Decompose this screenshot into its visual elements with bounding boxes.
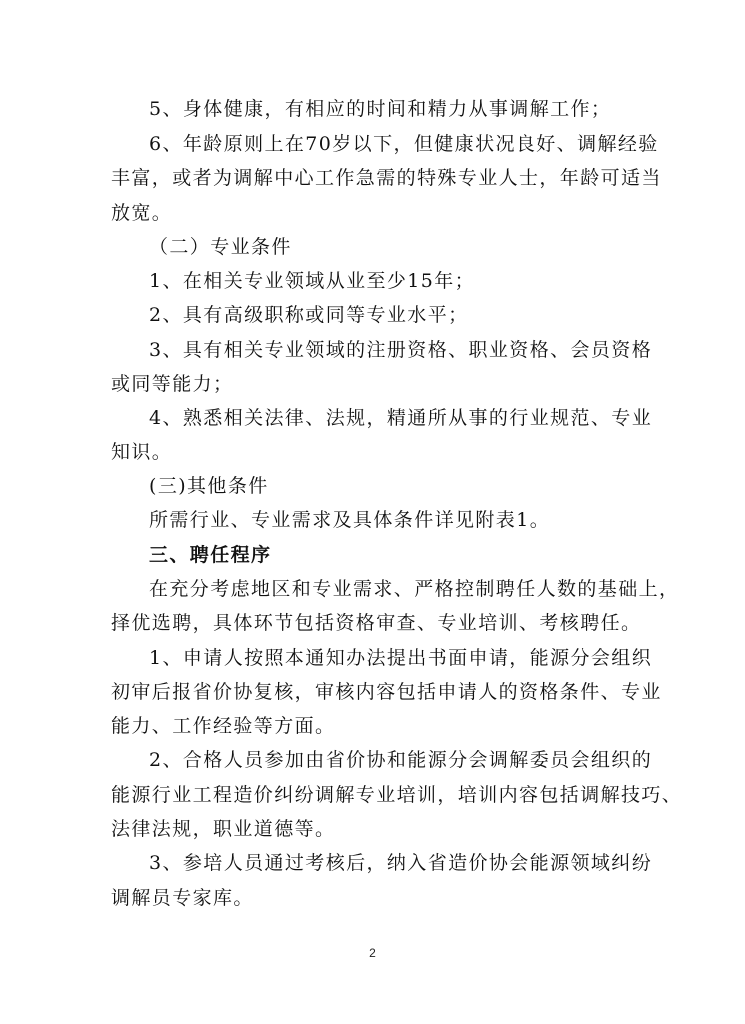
paragraph-line: 3、参培人员通过考核后，纳入省造价协会能源领域纠纷 xyxy=(149,852,653,874)
paragraph-line: 6、年龄原则上在70岁以下，但健康状况良好、调解经验 xyxy=(149,133,659,155)
paragraph-line: 2、合格人员参加由省价协和能源分会调解委员会组织的 xyxy=(149,749,653,771)
paragraph-line: 能力、工作经验等方面。 xyxy=(111,715,336,737)
paragraph-line: 初审后报省价协复核，审核内容包括申请人的资格条件、专业 xyxy=(111,681,662,703)
paragraph-line: 所需行业、专业需求及具体条件详见附表1。 xyxy=(149,509,551,531)
paragraph-line: 或同等能力； xyxy=(111,373,234,395)
paragraph-line: 在充分考虑地区和专业需求、严格控制聘任人数的基础上， xyxy=(149,578,680,600)
section-heading-procedure: 三、聘任程序 xyxy=(149,544,272,566)
page-number: 2 xyxy=(369,946,376,960)
paragraph-line: 1、在相关专业领域从业至少15年； xyxy=(149,270,476,292)
paragraph-line: 5、身体健康，有相应的时间和精力从事调解工作； xyxy=(149,98,612,120)
paragraph-line: 丰富，或者为调解中心工作急需的特殊专业人士，年龄可适当 xyxy=(111,167,662,189)
paragraph-line: 放宽。 xyxy=(111,202,173,224)
paragraph-line: 择优选聘，具体环节包括资格审查、专业培训、考核聘任。 xyxy=(111,612,642,634)
paragraph-line: 调解员专家库。 xyxy=(111,887,254,909)
section-heading-professional: （二）专业条件 xyxy=(149,236,292,258)
paragraph-line: 法律法规，职业道德等。 xyxy=(111,818,336,840)
paragraph-line: 2、具有高级职称或同等专业水平； xyxy=(149,304,469,326)
paragraph-line: 能源行业工程造价纠纷调解专业培训，培训内容包括调解技巧、 xyxy=(111,784,683,806)
paragraph-line: 3、具有相关专业领域的注册资格、职业资格、会员资格 xyxy=(149,339,653,361)
paragraph-line: 1、申请人按照本通知办法提出书面申请，能源分会组织 xyxy=(149,647,653,669)
section-heading-other: (三)其他条件 xyxy=(149,475,269,497)
paragraph-line: 4、熟悉相关法律、法规，精通所从事的行业规范、专业 xyxy=(149,407,653,429)
paragraph-line: 知识。 xyxy=(111,441,173,463)
